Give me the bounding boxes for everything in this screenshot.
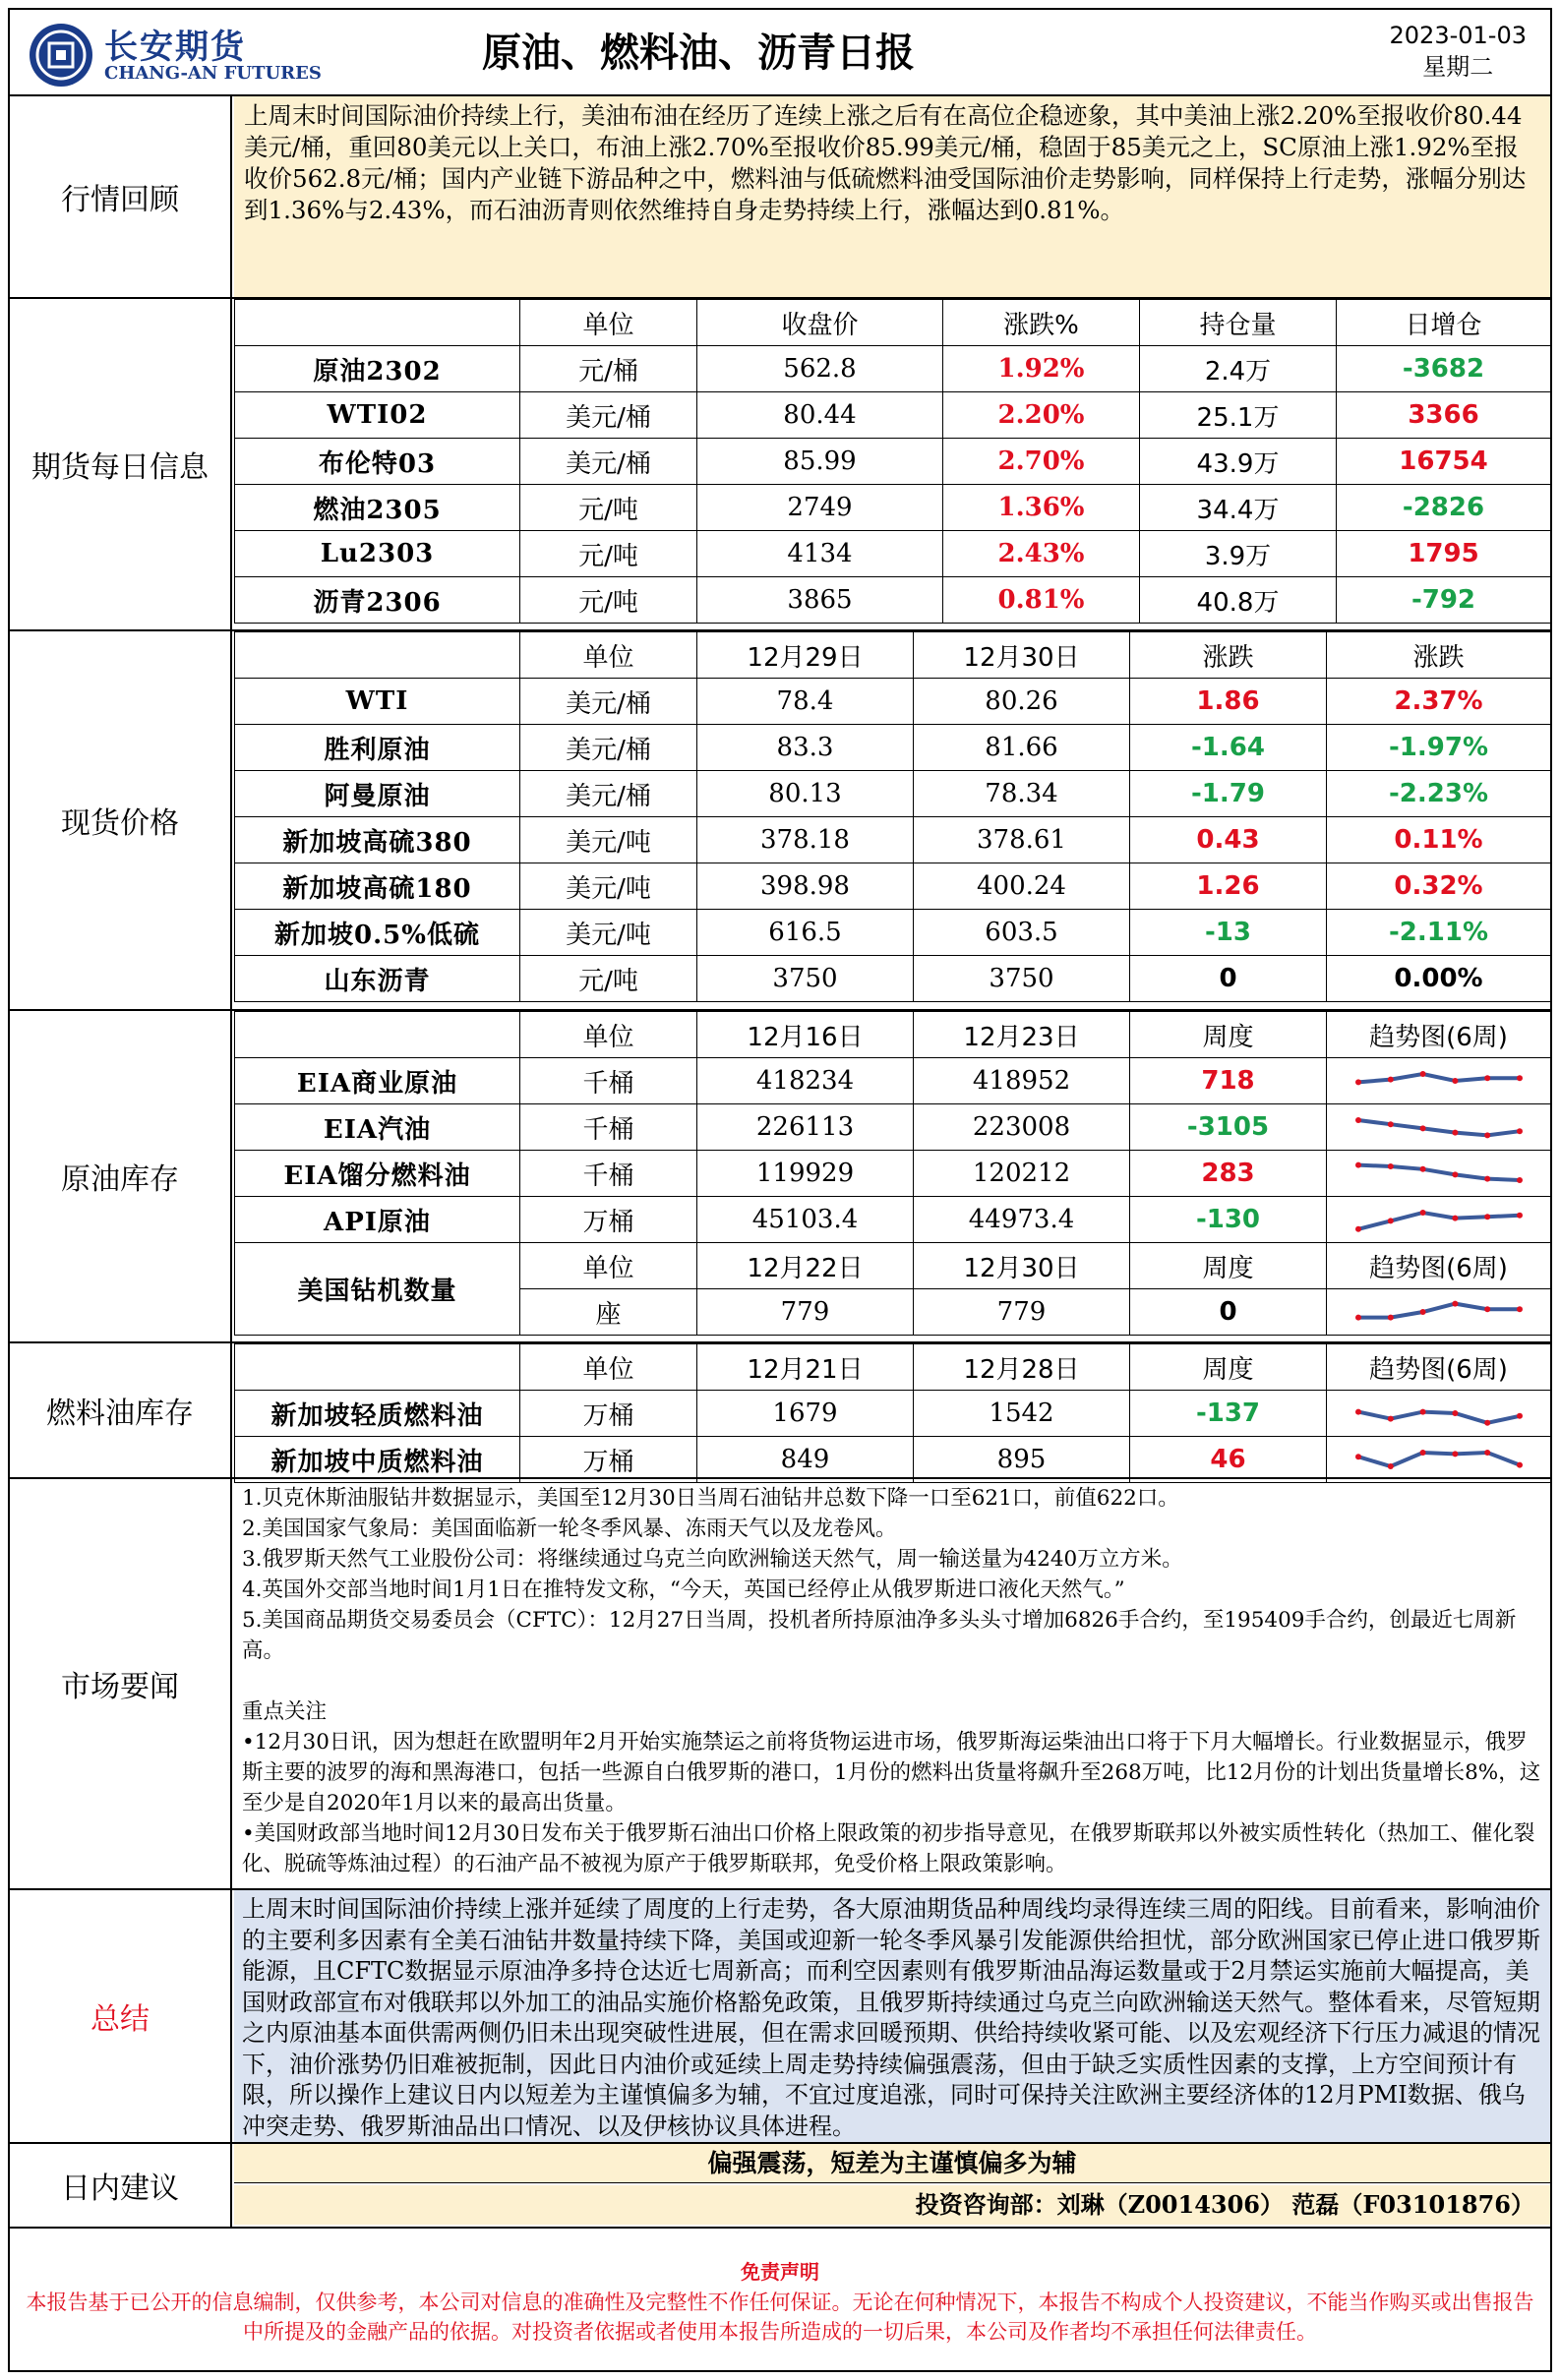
open-interest-cell: 3.9万	[1140, 531, 1337, 577]
review-label: 行情回顾	[10, 96, 232, 297]
inventory-name: EIA汽油	[235, 1104, 520, 1151]
trend-line	[1358, 1304, 1520, 1318]
table-row	[235, 1104, 1551, 1151]
news-item: 4.英国外交部当地时间1月1日在推特发文称，“今天，英国已经停止从俄罗斯进口液化天然气。”	[242, 1577, 1125, 1602]
trend-point	[1419, 1309, 1425, 1315]
product-name: 山东沥青	[235, 956, 520, 1002]
trend-point	[1517, 1075, 1523, 1081]
trend-point	[1517, 1306, 1523, 1312]
weekday-value: 星期二	[1422, 53, 1494, 81]
fuel-inventory-table	[234, 1343, 1551, 1483]
trend-point	[1387, 1463, 1393, 1469]
trend-point	[1419, 1166, 1425, 1172]
price-day1-cell: 80.13	[697, 771, 914, 817]
trend-point	[1484, 1420, 1490, 1426]
column-header: 趋势图(6周)	[1327, 1012, 1551, 1058]
table-row	[235, 863, 1551, 910]
trend-point	[1355, 1162, 1361, 1168]
product-name: Lu2303	[235, 531, 520, 577]
trend-point	[1452, 1216, 1458, 1221]
trend-point	[1355, 1409, 1361, 1415]
change-pct-cell: -1.97%	[1327, 725, 1551, 771]
price-day1-cell: 398.98	[697, 863, 914, 910]
column-header	[235, 1012, 520, 1058]
trend-point	[1484, 1214, 1490, 1220]
value-week1-cell: 1679	[697, 1391, 914, 1437]
summary-text: 上周末时间国际油价持续上涨并延续了周度的上行走势，各大原油期货品种周线均录得连续三周的阳线。目前看来，影响油价的主要利多因素有全美石油钻井数量持续下降，美国或迎新一轮冬季风暴引发能源供给担忧，部分欧洲国家已停止进口俄罗斯能源，且CFTC数据显示原油净多持仓达近七周新高；而利空因素则有俄罗斯油品海运数量或于2月禁运实施前大幅提高，美国财政部宣布对俄联邦以外加工的油品实施价格豁免政策，且俄罗斯持续通过乌克兰向欧洲输送天然气。整体看来，尽管短期之内原油基本面供需两侧仍旧未出现突破性进展，但在需求回暖预期、供给持续收紧可能、以及宏观经济下行压力减退的情况下，油价涨势仍旧难被扼制，因此日内油价或延续上周走势持续偏强震荡，但由于缺乏实质性因素的支撑，上方空间预计有限，所以操作上建议日内以短差为主谨慎偏多为辅，不宜过度追涨，同时可保持关注欧洲主要经济体的12月PMI数据、俄乌冲突走势、俄罗斯油品出口情况、以及伊核协议具体进程。	[234, 1890, 1550, 2142]
oi-change-cell: 16754	[1337, 439, 1551, 485]
trend-point	[1419, 1125, 1425, 1131]
change-cell: 1.86	[1130, 679, 1327, 725]
trend-point	[1452, 1410, 1458, 1416]
trend-point	[1387, 1163, 1393, 1169]
change-pct-cell: 0.11%	[1327, 817, 1551, 863]
unit-cell: 万桶	[520, 1197, 697, 1243]
column-header: 12月23日	[914, 1012, 1130, 1058]
value-week2-cell: 120212	[914, 1151, 1130, 1197]
unit-cell: 元/吨	[520, 531, 697, 577]
column-header: 周度	[1130, 1243, 1327, 1289]
futures-table	[234, 299, 1551, 624]
table-row	[235, 577, 1551, 624]
trend-cell	[1327, 1104, 1551, 1151]
trend-sparkline	[1350, 1156, 1528, 1191]
product-name: WTI02	[235, 392, 520, 439]
table-row	[235, 1391, 1551, 1437]
unit-cell: 美元/桶	[520, 679, 697, 725]
trend-cell	[1327, 1391, 1551, 1437]
fuel-inventory-label: 燃料油库存	[10, 1343, 232, 1477]
change-cell: 1.26	[1130, 863, 1327, 910]
close-cell: 80.44	[697, 392, 943, 439]
futures-label: 期货每日信息	[10, 299, 232, 629]
trend-line	[1358, 1120, 1520, 1135]
column-header	[235, 632, 520, 679]
news-item: 3.俄罗斯天然气工业股份公司：将继续通过乌克兰向欧洲输送天然气，周一输送量为4240万立方米。	[242, 1547, 1183, 1572]
focus-title: 重点关注	[242, 1699, 328, 1724]
value-week1-cell: 119929	[697, 1151, 914, 1197]
trend-sparkline	[1350, 1442, 1528, 1477]
column-header: 12月30日	[914, 1243, 1130, 1289]
product-name: 沥青2306	[235, 577, 520, 624]
trend-point	[1452, 1451, 1458, 1457]
change-pct-cell: 2.43%	[943, 531, 1140, 577]
product-name: 燃油2305	[235, 485, 520, 531]
advice-text: 偏强震荡，短差为主谨慎偏多为辅	[234, 2144, 1550, 2183]
price-day2-cell: 80.26	[914, 679, 1130, 725]
trend-line	[1358, 1453, 1520, 1466]
unit-cell: 美元/桶	[520, 392, 697, 439]
trend-point	[1355, 1315, 1361, 1321]
report-title: 原油、燃料油、沥青日报	[482, 30, 915, 76]
value-week1-cell: 226113	[697, 1104, 914, 1151]
column-header: 单位	[520, 1243, 697, 1289]
trend-point	[1517, 1177, 1523, 1183]
price-day1-cell: 78.4	[697, 679, 914, 725]
oi-change-cell: -792	[1337, 577, 1551, 624]
trend-point	[1419, 1450, 1425, 1456]
product-name: WTI	[235, 679, 520, 725]
change-pct-cell: 2.20%	[943, 392, 1140, 439]
table-header-row	[235, 300, 1551, 346]
unit-cell: 千桶	[520, 1058, 697, 1104]
column-header: 单位	[520, 1344, 697, 1391]
trend-sparkline	[1350, 1294, 1528, 1330]
trend-line	[1358, 1074, 1520, 1082]
open-interest-cell: 34.4万	[1140, 485, 1337, 531]
weekly-change-cell: 46	[1130, 1437, 1327, 1483]
oi-change-cell: 3366	[1337, 392, 1551, 439]
report-header	[10, 10, 1550, 96]
table-header-row	[235, 632, 1551, 679]
news-content	[234, 1479, 1550, 1888]
oi-change-cell: -3682	[1337, 346, 1551, 392]
change-cell: -1.79	[1130, 771, 1327, 817]
trend-point	[1355, 1079, 1361, 1085]
column-header: 12月21日	[697, 1344, 914, 1391]
trend-line	[1358, 1412, 1520, 1423]
trend-point	[1355, 1117, 1361, 1123]
product-name: 新加坡0.5%低硫	[235, 910, 520, 956]
price-day2-cell: 3750	[914, 956, 1130, 1002]
crude-inventory-label: 原油库存	[10, 1011, 232, 1341]
column-header: 涨跌	[1327, 632, 1551, 679]
disclaimer-title: 免责声明	[741, 2260, 819, 2284]
trend-point	[1387, 1416, 1393, 1422]
table-header-row	[235, 1012, 1551, 1058]
close-cell: 4134	[697, 531, 943, 577]
price-day2-cell: 400.24	[914, 863, 1130, 910]
table-row	[235, 817, 1551, 863]
weekly-change-cell: 283	[1130, 1151, 1327, 1197]
column-header: 周度	[1130, 1012, 1327, 1058]
column-header: 12月22日	[697, 1243, 914, 1289]
close-cell: 3865	[697, 577, 943, 624]
trend-point	[1517, 1128, 1523, 1134]
change-pct-cell: 1.92%	[943, 346, 1140, 392]
value-week2-cell: 895	[914, 1437, 1130, 1483]
open-interest-cell: 2.4万	[1140, 346, 1337, 392]
unit-cell: 万桶	[520, 1391, 697, 1437]
spot-label: 现货价格	[10, 631, 232, 1009]
product-name: 新加坡高硫180	[235, 863, 520, 910]
table-row	[235, 1437, 1551, 1483]
unit-cell: 元/吨	[520, 956, 697, 1002]
column-header	[235, 1344, 520, 1391]
column-header: 涨跌	[1130, 632, 1327, 679]
price-day2-cell: 78.34	[914, 771, 1130, 817]
trend-cell	[1327, 1289, 1551, 1336]
inventory-name: API原油	[235, 1197, 520, 1243]
table-row	[235, 439, 1551, 485]
advice-label: 日内建议	[10, 2144, 232, 2227]
product-name: 阿曼原油	[235, 771, 520, 817]
close-cell: 2749	[697, 485, 943, 531]
value-week2-cell: 44973.4	[914, 1197, 1130, 1243]
report-date	[1390, 20, 1527, 83]
value-week2-cell: 223008	[914, 1104, 1130, 1151]
table-row	[235, 485, 1551, 531]
unit-cell: 元/吨	[520, 577, 697, 624]
rig-header-row	[235, 1243, 1551, 1289]
unit-cell: 美元/桶	[520, 725, 697, 771]
unit-cell: 美元/桶	[520, 439, 697, 485]
table-row	[235, 392, 1551, 439]
trend-point	[1419, 1409, 1425, 1415]
open-interest-cell: 40.8万	[1140, 577, 1337, 624]
table-row	[235, 1197, 1551, 1243]
news-label: 市场要闻	[10, 1479, 232, 1888]
unit-cell: 美元/吨	[520, 817, 697, 863]
unit-cell: 千桶	[520, 1151, 697, 1197]
news-item: 1.贝克休斯油服钻井数据显示，美国至12月30日当周石油钻井总数下降一口至621口，前值622口。	[242, 1486, 1179, 1511]
column-header: 日增仓	[1337, 300, 1551, 346]
trend-point	[1484, 1450, 1490, 1456]
change-pct-cell: 0.32%	[1327, 863, 1551, 910]
product-name: 布伦特03	[235, 439, 520, 485]
table-row	[235, 346, 1551, 392]
price-day2-cell: 378.61	[914, 817, 1130, 863]
trend-line	[1358, 1213, 1520, 1229]
change-cell: -1.64	[1130, 725, 1327, 771]
focus-item: •美国财政部当地时间12月30日发布关于俄罗斯石油出口价格上限政策的初步指导意见，在俄罗斯联邦以外被实质性转化（热加工、催化裂化、脱硫等炼油过程）的石油产品不被视为原产于俄罗斯联邦，免受价格上限政策影响。	[242, 1821, 1535, 1876]
table-row	[235, 956, 1551, 1002]
price-day1-cell: 616.5	[697, 910, 914, 956]
column-header	[235, 300, 520, 346]
price-day2-cell: 81.66	[914, 725, 1130, 771]
trend-cell	[1327, 1151, 1551, 1197]
trend-point	[1355, 1454, 1361, 1459]
open-interest-cell: 43.9万	[1140, 439, 1337, 485]
product-name: 原油2302	[235, 346, 520, 392]
change-cell: 0.43	[1130, 817, 1327, 863]
change-pct-cell: 1.36%	[943, 485, 1140, 531]
column-header: 趋势图(6周)	[1327, 1243, 1551, 1289]
unit-cell: 座	[520, 1289, 697, 1336]
close-cell: 85.99	[697, 439, 943, 485]
trend-cell	[1327, 1437, 1551, 1483]
inventory-name: 新加坡轻质燃料油	[235, 1391, 520, 1437]
trend-point	[1517, 1462, 1523, 1468]
table-row	[235, 1151, 1551, 1197]
trend-point	[1387, 1315, 1393, 1321]
summary-label: 总结	[10, 1890, 232, 2142]
trend-sparkline	[1350, 1063, 1528, 1099]
table-row	[235, 531, 1551, 577]
oi-change-cell: -2826	[1337, 485, 1551, 531]
close-cell: 562.8	[697, 346, 943, 392]
table-header-row	[235, 1344, 1551, 1391]
change-cell: -13	[1130, 910, 1327, 956]
column-header: 收盘价	[697, 300, 943, 346]
news-item: 2.美国国家气象局：美国面临新一轮冬季风暴、冻雨天气以及龙卷风。	[242, 1517, 897, 1541]
change-pct-cell: -2.23%	[1327, 771, 1551, 817]
value-week1-cell: 418234	[697, 1058, 914, 1104]
trend-point	[1419, 1071, 1425, 1077]
column-header: 单位	[520, 300, 697, 346]
change-pct-cell: 0.00%	[1327, 956, 1551, 1002]
trend-point	[1387, 1218, 1393, 1223]
review-text: 上周末时间国际油价持续上行，美油布油在经历了连续上涨之后有在高位企稳迹象，其中美油上涨2.20%至报收价80.44美元/桶，重回80美元以上关口，布油上涨2.70%至报收价85.99美元/桶，稳固于85美元之上，SC原油上涨1.92%至报收价562.8元/桶；国内产业链下游品种之中，燃料油与低硫燃料油受国际油价走势影响，同样保持上行走势，涨幅分别达到1.36%与2.43%，而石油沥青则依然维持自身走势持续上行，涨幅达到0.81%。	[234, 96, 1550, 297]
column-header: 持仓量	[1140, 300, 1337, 346]
table-row	[235, 771, 1551, 817]
spot-table	[234, 631, 1551, 1002]
unit-cell: 万桶	[520, 1437, 697, 1483]
focus-item: •12月30日讯，因为想赶在欧盟明年2月开始实施禁运之前将货物运进市场，俄罗斯海运柴油出口将于下月大幅增长。行业数据显示，俄罗斯主要的波罗的海和黑海港口，包括一些源自白俄罗斯的港口，1月份的燃料出货量将飙升至268万吨，比12月份的计划出货量增长8%，这至少是自2020年1月以来的最高出货量。	[242, 1730, 1541, 1815]
weekly-change-cell: -130	[1130, 1197, 1327, 1243]
news-item: 5.美国商品期货交易委员会（CFTC）：12月27日当周，投机者所持原油净多头头寸增加6826手合约，至195409手合约，创最近七周新高。	[242, 1608, 1517, 1663]
trend-sparkline	[1350, 1396, 1528, 1431]
trend-point	[1452, 1078, 1458, 1084]
trend-point	[1452, 1301, 1458, 1307]
column-header: 趋势图(6周)	[1327, 1344, 1551, 1391]
table-row	[235, 725, 1551, 771]
value-week2-cell: 1542	[914, 1391, 1130, 1437]
trend-point	[1387, 1121, 1393, 1127]
column-header: 单位	[520, 1012, 697, 1058]
trend-cell	[1327, 1197, 1551, 1243]
column-header: 周度	[1130, 1344, 1327, 1391]
inventory-name: EIA馏分燃料油	[235, 1151, 520, 1197]
unit-cell: 美元/桶	[520, 771, 697, 817]
weekly-change-cell: -137	[1130, 1391, 1327, 1437]
change-pct-cell: 2.70%	[943, 439, 1140, 485]
price-day1-cell: 378.18	[697, 817, 914, 863]
unit-cell: 美元/吨	[520, 910, 697, 956]
unit-cell: 千桶	[520, 1104, 697, 1151]
change-pct-cell: -2.11%	[1327, 910, 1551, 956]
unit-cell: 美元/吨	[520, 863, 697, 910]
product-name: 胜利原油	[235, 725, 520, 771]
price-day1-cell: 3750	[697, 956, 914, 1002]
unit-cell: 元/桶	[520, 346, 697, 392]
column-header: 12月30日	[914, 632, 1130, 679]
column-header: 12月16日	[697, 1012, 914, 1058]
column-header: 涨跌%	[943, 300, 1140, 346]
trend-point	[1387, 1077, 1393, 1083]
trend-point	[1452, 1130, 1458, 1136]
open-interest-cell: 25.1万	[1140, 392, 1337, 439]
rig-count-name: 美国钻机数量	[235, 1243, 520, 1336]
trend-cell	[1327, 1058, 1551, 1104]
price-day2-cell: 603.5	[914, 910, 1130, 956]
company-logo-icon	[30, 24, 92, 87]
inventory-name: 新加坡中质燃料油	[235, 1437, 520, 1483]
trend-point	[1517, 1213, 1523, 1219]
trend-point	[1484, 1075, 1490, 1081]
value-week2-cell: 779	[914, 1289, 1130, 1336]
unit-cell: 元/吨	[520, 485, 697, 531]
change-pct-cell: 0.81%	[943, 577, 1140, 624]
change-pct-cell: 2.37%	[1327, 679, 1551, 725]
logo-text-en: CHANG-AN FUTURES	[104, 63, 322, 84]
inventory-name: EIA商业原油	[235, 1058, 520, 1104]
trend-point	[1484, 1132, 1490, 1138]
trend-line	[1358, 1165, 1520, 1180]
weekly-change-cell: 0	[1130, 1289, 1327, 1336]
trend-sparkline	[1350, 1109, 1528, 1145]
product-name: 新加坡高硫380	[235, 817, 520, 863]
value-week2-cell: 418952	[914, 1058, 1130, 1104]
price-day1-cell: 83.3	[697, 725, 914, 771]
table-row	[235, 910, 1551, 956]
weekly-change-cell: -3105	[1130, 1104, 1327, 1151]
table-row	[235, 679, 1551, 725]
column-header: 12月28日	[914, 1344, 1130, 1391]
trend-point	[1484, 1306, 1490, 1312]
date-value: 2023-01-03	[1389, 22, 1527, 49]
value-week1-cell: 779	[697, 1289, 914, 1336]
trend-point	[1355, 1226, 1361, 1232]
report-sheet	[8, 8, 1552, 2372]
table-row	[235, 1058, 1551, 1104]
change-cell: 0	[1130, 956, 1327, 1002]
trend-point	[1517, 1413, 1523, 1419]
column-header: 12月29日	[697, 632, 914, 679]
disclaimer-text: 本报告基于已公开的信息编制，仅供参考，本公司对信息的准确性及完整性不作任何保证。无论在何种情况下，本报告不构成个人投资建议，不能当作购买或出售报告中所提及的金融产品的依据。对投资者依据或者使用本报告所造成的一切后果，本公司及作者均不承担任何法律责任。	[26, 2291, 1534, 2344]
value-week1-cell: 45103.4	[697, 1197, 914, 1243]
weekly-change-cell: 718	[1130, 1058, 1327, 1104]
trend-point	[1484, 1176, 1490, 1182]
advisor-info: 投资咨询部：刘琳（Z0014306） 范磊（F03101876）	[234, 2185, 1550, 2225]
trend-sparkline	[1350, 1202, 1528, 1237]
trend-point	[1452, 1171, 1458, 1177]
trend-point	[1419, 1210, 1425, 1216]
crude-inventory-table	[234, 1011, 1551, 1336]
column-header: 单位	[520, 632, 697, 679]
oi-change-cell: 1795	[1337, 531, 1551, 577]
value-week1-cell: 849	[697, 1437, 914, 1483]
logo-text-cn: 长安期货	[104, 28, 246, 67]
